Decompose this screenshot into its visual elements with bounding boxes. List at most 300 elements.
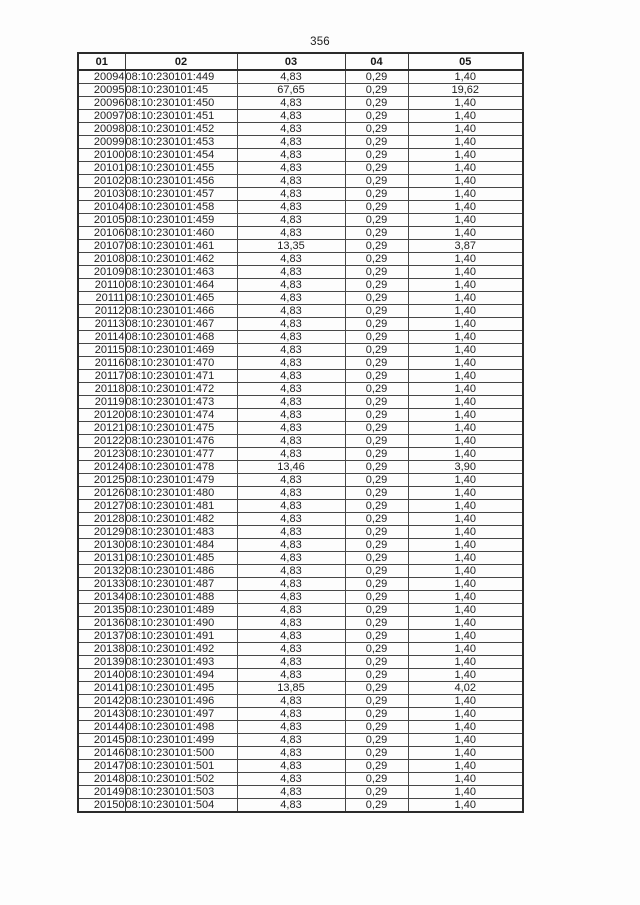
table-cell: 1,40 bbox=[408, 487, 523, 500]
table-cell: 0,29 bbox=[345, 370, 408, 383]
table-cell: 0,29 bbox=[345, 773, 408, 786]
table-cell: 08:10:230101:450 bbox=[125, 97, 237, 110]
table-cell: 1,40 bbox=[408, 370, 523, 383]
table-cell: 4,83 bbox=[237, 656, 345, 669]
table-cell: 20100 bbox=[78, 149, 125, 162]
table-cell: 1,40 bbox=[408, 773, 523, 786]
table-cell: 4,83 bbox=[237, 175, 345, 188]
table-cell: 20130 bbox=[78, 539, 125, 552]
table-row bbox=[78, 747, 523, 760]
table-cell: 1,40 bbox=[408, 786, 523, 799]
table-cell: 13,85 bbox=[237, 682, 345, 695]
table-cell: 08:10:230101:482 bbox=[125, 513, 237, 526]
table-cell: 08:10:230101:479 bbox=[125, 474, 237, 487]
table-cell: 1,40 bbox=[408, 422, 523, 435]
table-cell: 20142 bbox=[78, 695, 125, 708]
table-cell: 1,40 bbox=[408, 513, 523, 526]
table-cell: 3,90 bbox=[408, 461, 523, 474]
table-row bbox=[78, 214, 523, 227]
table-row bbox=[78, 487, 523, 500]
table-cell: 08:10:230101:458 bbox=[125, 201, 237, 214]
table-row bbox=[78, 201, 523, 214]
table-cell: 08:10:230101:449 bbox=[125, 70, 237, 84]
table-row bbox=[78, 162, 523, 175]
table-cell: 1,40 bbox=[408, 526, 523, 539]
table-cell: 0,29 bbox=[345, 331, 408, 344]
table-cell: 20122 bbox=[78, 435, 125, 448]
table-cell: 08:10:230101:456 bbox=[125, 175, 237, 188]
table-cell: 4,83 bbox=[237, 734, 345, 747]
table-cell: 08:10:230101:451 bbox=[125, 110, 237, 123]
table-cell: 08:10:230101:494 bbox=[125, 669, 237, 682]
table-cell: 4,83 bbox=[237, 201, 345, 214]
table-cell: 1,40 bbox=[408, 266, 523, 279]
table-cell: 0,29 bbox=[345, 149, 408, 162]
table-cell: 0,29 bbox=[345, 253, 408, 266]
table-cell: 4,83 bbox=[237, 279, 345, 292]
table-cell: 08:10:230101:490 bbox=[125, 617, 237, 630]
table-cell: 1,40 bbox=[408, 110, 523, 123]
table-row bbox=[78, 70, 523, 84]
table-body bbox=[78, 70, 523, 812]
table-cell: 4,83 bbox=[237, 747, 345, 760]
table-header bbox=[78, 53, 523, 70]
table-cell: 08:10:230101:481 bbox=[125, 500, 237, 513]
table-cell: 4,83 bbox=[237, 760, 345, 773]
table-cell: 4,83 bbox=[237, 552, 345, 565]
table-cell: 1,40 bbox=[408, 656, 523, 669]
table-cell: 20146 bbox=[78, 747, 125, 760]
table-cell: 1,40 bbox=[408, 123, 523, 136]
table-row bbox=[78, 305, 523, 318]
table-cell: 08:10:230101:483 bbox=[125, 526, 237, 539]
table-row bbox=[78, 279, 523, 292]
table-cell: 4,83 bbox=[237, 227, 345, 240]
table-cell: 4,83 bbox=[237, 799, 345, 813]
table-cell: 20121 bbox=[78, 422, 125, 435]
table-cell: 1,40 bbox=[408, 643, 523, 656]
table-row bbox=[78, 734, 523, 747]
table-cell: 20105 bbox=[78, 214, 125, 227]
column-header: 03 bbox=[237, 53, 345, 70]
table-cell: 0,29 bbox=[345, 669, 408, 682]
table-cell: 4,83 bbox=[237, 513, 345, 526]
table-cell: 08:10:230101:489 bbox=[125, 604, 237, 617]
table-cell: 4,83 bbox=[237, 318, 345, 331]
table-cell: 0,29 bbox=[345, 526, 408, 539]
table-row bbox=[78, 175, 523, 188]
column-header: 01 bbox=[78, 53, 125, 70]
table-cell: 1,40 bbox=[408, 70, 523, 84]
table-cell: 0,29 bbox=[345, 162, 408, 175]
table-cell: 0,29 bbox=[345, 682, 408, 695]
table-cell: 08:10:230101:493 bbox=[125, 656, 237, 669]
table-cell: 08:10:230101:486 bbox=[125, 565, 237, 578]
table-cell: 08:10:230101:485 bbox=[125, 552, 237, 565]
table-cell: 4,83 bbox=[237, 500, 345, 513]
table-row bbox=[78, 344, 523, 357]
table-row bbox=[78, 656, 523, 669]
table-cell: 20107 bbox=[78, 240, 125, 253]
table-cell: 08:10:230101:491 bbox=[125, 630, 237, 643]
table-cell: 1,40 bbox=[408, 448, 523, 461]
table-row bbox=[78, 422, 523, 435]
table-cell: 0,29 bbox=[345, 461, 408, 474]
table-cell: 4,83 bbox=[237, 448, 345, 461]
table-cell: 08:10:230101:478 bbox=[125, 461, 237, 474]
table-row bbox=[78, 578, 523, 591]
table-cell: 13,35 bbox=[237, 240, 345, 253]
table-cell: 0,29 bbox=[345, 734, 408, 747]
table-cell: 1,40 bbox=[408, 331, 523, 344]
table-row bbox=[78, 669, 523, 682]
table-cell: 4,83 bbox=[237, 773, 345, 786]
table-cell: 08:10:230101:503 bbox=[125, 786, 237, 799]
table-cell: 20101 bbox=[78, 162, 125, 175]
table-cell: 20141 bbox=[78, 682, 125, 695]
table-row bbox=[78, 136, 523, 149]
table-cell: 20120 bbox=[78, 409, 125, 422]
table-cell: 0,29 bbox=[345, 695, 408, 708]
table-row bbox=[78, 110, 523, 123]
table-cell: 20104 bbox=[78, 201, 125, 214]
table-cell: 08:10:230101:45 bbox=[125, 84, 237, 97]
table-cell: 20133 bbox=[78, 578, 125, 591]
table-row bbox=[78, 760, 523, 773]
table-cell: 1,40 bbox=[408, 799, 523, 813]
table-cell: 20102 bbox=[78, 175, 125, 188]
table-cell: 08:10:230101:477 bbox=[125, 448, 237, 461]
table-cell: 19,62 bbox=[408, 84, 523, 97]
table-cell: 20136 bbox=[78, 617, 125, 630]
table-cell: 0,29 bbox=[345, 188, 408, 201]
table-cell: 4,83 bbox=[237, 396, 345, 409]
table-cell: 4,83 bbox=[237, 292, 345, 305]
table-cell: 08:10:230101:460 bbox=[125, 227, 237, 240]
table-cell: 0,29 bbox=[345, 643, 408, 656]
table-cell: 20127 bbox=[78, 500, 125, 513]
table-cell: 20116 bbox=[78, 357, 125, 370]
table-row bbox=[78, 565, 523, 578]
table-row bbox=[78, 786, 523, 799]
table-row bbox=[78, 331, 523, 344]
table-row bbox=[78, 474, 523, 487]
table-cell: 0,29 bbox=[345, 344, 408, 357]
table-cell: 1,40 bbox=[408, 97, 523, 110]
table-row bbox=[78, 799, 523, 813]
table-cell: 20119 bbox=[78, 396, 125, 409]
table-cell: 1,40 bbox=[408, 188, 523, 201]
table-cell: 3,87 bbox=[408, 240, 523, 253]
table-cell: 1,40 bbox=[408, 721, 523, 734]
table-cell: 1,40 bbox=[408, 747, 523, 760]
table-cell: 20123 bbox=[78, 448, 125, 461]
table-cell: 08:10:230101:471 bbox=[125, 370, 237, 383]
table-cell: 4,83 bbox=[237, 786, 345, 799]
data-table bbox=[77, 52, 524, 813]
table-cell: 08:10:230101:467 bbox=[125, 318, 237, 331]
table-cell: 08:10:230101:500 bbox=[125, 747, 237, 760]
table-cell: 1,40 bbox=[408, 305, 523, 318]
table-row bbox=[78, 552, 523, 565]
table-cell: 4,83 bbox=[237, 162, 345, 175]
table-cell: 0,29 bbox=[345, 292, 408, 305]
table-row bbox=[78, 695, 523, 708]
table-cell: 4,83 bbox=[237, 474, 345, 487]
table-cell: 08:10:230101:457 bbox=[125, 188, 237, 201]
table-cell: 20125 bbox=[78, 474, 125, 487]
table-cell: 0,29 bbox=[345, 565, 408, 578]
table-cell: 1,40 bbox=[408, 292, 523, 305]
table-cell: 20103 bbox=[78, 188, 125, 201]
table-cell: 4,83 bbox=[237, 422, 345, 435]
table-cell: 08:10:230101:501 bbox=[125, 760, 237, 773]
table-cell: 0,29 bbox=[345, 656, 408, 669]
table-cell: 20110 bbox=[78, 279, 125, 292]
table-row bbox=[78, 539, 523, 552]
table-cell: 20140 bbox=[78, 669, 125, 682]
table-cell: 20112 bbox=[78, 305, 125, 318]
table-cell: 1,40 bbox=[408, 383, 523, 396]
table-cell: 08:10:230101:502 bbox=[125, 773, 237, 786]
table-cell: 1,40 bbox=[408, 669, 523, 682]
table-row bbox=[78, 84, 523, 97]
table-cell: 20115 bbox=[78, 344, 125, 357]
table-cell: 4,83 bbox=[237, 188, 345, 201]
table-cell: 4,83 bbox=[237, 526, 345, 539]
table-cell: 0,29 bbox=[345, 799, 408, 813]
table-cell: 0,29 bbox=[345, 279, 408, 292]
table-cell: 08:10:230101:487 bbox=[125, 578, 237, 591]
table-cell: 20099 bbox=[78, 136, 125, 149]
table-row bbox=[78, 97, 523, 110]
table-cell: 20149 bbox=[78, 786, 125, 799]
table-cell: 20128 bbox=[78, 513, 125, 526]
table-cell: 20138 bbox=[78, 643, 125, 656]
table-cell: 08:10:230101:452 bbox=[125, 123, 237, 136]
table-cell: 08:10:230101:461 bbox=[125, 240, 237, 253]
table-cell: 0,29 bbox=[345, 708, 408, 721]
table-cell: 4,83 bbox=[237, 136, 345, 149]
table-cell: 67,65 bbox=[237, 84, 345, 97]
table-cell: 08:10:230101:475 bbox=[125, 422, 237, 435]
table-cell: 20118 bbox=[78, 383, 125, 396]
table-cell: 0,29 bbox=[345, 409, 408, 422]
table-cell: 4,83 bbox=[237, 708, 345, 721]
table-cell: 0,29 bbox=[345, 97, 408, 110]
table-cell: 1,40 bbox=[408, 227, 523, 240]
table-row bbox=[78, 266, 523, 279]
table-cell: 20096 bbox=[78, 97, 125, 110]
table-cell: 0,29 bbox=[345, 136, 408, 149]
table-cell: 1,40 bbox=[408, 760, 523, 773]
table-cell: 20144 bbox=[78, 721, 125, 734]
table-cell: 1,40 bbox=[408, 149, 523, 162]
table-cell: 08:10:230101:495 bbox=[125, 682, 237, 695]
table-cell: 20131 bbox=[78, 552, 125, 565]
table-cell: 0,29 bbox=[345, 84, 408, 97]
table-row bbox=[78, 357, 523, 370]
table-row bbox=[78, 448, 523, 461]
table-cell: 4,83 bbox=[237, 630, 345, 643]
page-number: 356 bbox=[310, 36, 330, 48]
table-cell: 20114 bbox=[78, 331, 125, 344]
header-row bbox=[78, 53, 523, 70]
table-cell: 1,40 bbox=[408, 357, 523, 370]
table-cell: 20117 bbox=[78, 370, 125, 383]
table-cell: 08:10:230101:474 bbox=[125, 409, 237, 422]
table-cell: 08:10:230101:492 bbox=[125, 643, 237, 656]
table-cell: 08:10:230101:484 bbox=[125, 539, 237, 552]
table-row bbox=[78, 188, 523, 201]
table-cell: 08:10:230101:499 bbox=[125, 734, 237, 747]
table-cell: 20143 bbox=[78, 708, 125, 721]
table-cell: 20094 bbox=[78, 70, 125, 84]
table-cell: 20126 bbox=[78, 487, 125, 500]
table-cell: 0,29 bbox=[345, 721, 408, 734]
table-row bbox=[78, 773, 523, 786]
table-cell: 20132 bbox=[78, 565, 125, 578]
table-cell: 0,29 bbox=[345, 175, 408, 188]
table-cell: 0,29 bbox=[345, 786, 408, 799]
table-cell: 08:10:230101:459 bbox=[125, 214, 237, 227]
table-cell: 08:10:230101:498 bbox=[125, 721, 237, 734]
table-cell: 1,40 bbox=[408, 617, 523, 630]
table-row bbox=[78, 461, 523, 474]
table-cell: 20150 bbox=[78, 799, 125, 813]
table-cell: 08:10:230101:469 bbox=[125, 344, 237, 357]
table-cell: 1,40 bbox=[408, 591, 523, 604]
table-cell: 1,40 bbox=[408, 136, 523, 149]
table-cell: 1,40 bbox=[408, 708, 523, 721]
table-row bbox=[78, 240, 523, 253]
table-cell: 0,29 bbox=[345, 422, 408, 435]
table-cell: 4,83 bbox=[237, 669, 345, 682]
table-cell: 1,40 bbox=[408, 214, 523, 227]
table-cell: 0,29 bbox=[345, 487, 408, 500]
table-cell: 08:10:230101:470 bbox=[125, 357, 237, 370]
table-cell: 20106 bbox=[78, 227, 125, 240]
table-cell: 0,29 bbox=[345, 357, 408, 370]
table-row bbox=[78, 500, 523, 513]
table-cell: 4,83 bbox=[237, 695, 345, 708]
table-row bbox=[78, 383, 523, 396]
table-row bbox=[78, 318, 523, 331]
table-cell: 0,29 bbox=[345, 591, 408, 604]
table-cell: 4,83 bbox=[237, 565, 345, 578]
table-cell: 1,40 bbox=[408, 253, 523, 266]
table-cell: 20135 bbox=[78, 604, 125, 617]
table-cell: 4,83 bbox=[237, 331, 345, 344]
table-cell: 0,29 bbox=[345, 110, 408, 123]
table-cell: 1,40 bbox=[408, 695, 523, 708]
table-cell: 20124 bbox=[78, 461, 125, 474]
table-cell: 1,40 bbox=[408, 500, 523, 513]
column-header: 05 bbox=[408, 53, 523, 70]
table-cell: 4,83 bbox=[237, 110, 345, 123]
table-cell: 20113 bbox=[78, 318, 125, 331]
table-cell: 4,83 bbox=[237, 721, 345, 734]
table-cell: 0,29 bbox=[345, 539, 408, 552]
table-row bbox=[78, 604, 523, 617]
table-cell: 20137 bbox=[78, 630, 125, 643]
table-cell: 1,40 bbox=[408, 552, 523, 565]
table-cell: 4,83 bbox=[237, 643, 345, 656]
table-cell: 4,83 bbox=[237, 97, 345, 110]
table-cell: 20111 bbox=[78, 292, 125, 305]
table-cell: 08:10:230101:454 bbox=[125, 149, 237, 162]
table-cell: 4,83 bbox=[237, 604, 345, 617]
table-cell: 20129 bbox=[78, 526, 125, 539]
table-cell: 0,29 bbox=[345, 435, 408, 448]
table-cell: 0,29 bbox=[345, 214, 408, 227]
table-cell: 4,83 bbox=[237, 370, 345, 383]
table-cell: 08:10:230101:462 bbox=[125, 253, 237, 266]
table-row bbox=[78, 708, 523, 721]
table-row bbox=[78, 591, 523, 604]
table-cell: 0,29 bbox=[345, 318, 408, 331]
table-cell: 0,29 bbox=[345, 240, 408, 253]
table-cell: 08:10:230101:472 bbox=[125, 383, 237, 396]
table-cell: 4,83 bbox=[237, 357, 345, 370]
table-cell: 0,29 bbox=[345, 123, 408, 136]
table-cell: 4,83 bbox=[237, 123, 345, 136]
table-cell: 20139 bbox=[78, 656, 125, 669]
table-cell: 20145 bbox=[78, 734, 125, 747]
table-cell: 08:10:230101:476 bbox=[125, 435, 237, 448]
table-cell: 4,83 bbox=[237, 253, 345, 266]
table-row bbox=[78, 513, 523, 526]
table-cell: 4,83 bbox=[237, 539, 345, 552]
table-cell: 20147 bbox=[78, 760, 125, 773]
table-row bbox=[78, 630, 523, 643]
table-cell: 4,83 bbox=[237, 266, 345, 279]
table-cell: 1,40 bbox=[408, 162, 523, 175]
table-cell: 4,83 bbox=[237, 591, 345, 604]
table-cell: 4,83 bbox=[237, 409, 345, 422]
table-cell: 1,40 bbox=[408, 734, 523, 747]
table-row bbox=[78, 643, 523, 656]
table-cell: 0,29 bbox=[345, 396, 408, 409]
table-row bbox=[78, 721, 523, 734]
table-cell: 1,40 bbox=[408, 474, 523, 487]
table-cell: 1,40 bbox=[408, 435, 523, 448]
table-cell: 0,29 bbox=[345, 604, 408, 617]
table-row bbox=[78, 617, 523, 630]
table-cell: 08:10:230101:480 bbox=[125, 487, 237, 500]
table-cell: 0,29 bbox=[345, 474, 408, 487]
table-row bbox=[78, 396, 523, 409]
table-row bbox=[78, 123, 523, 136]
table-cell: 1,40 bbox=[408, 578, 523, 591]
table-row bbox=[78, 149, 523, 162]
table-cell: 08:10:230101:464 bbox=[125, 279, 237, 292]
table-cell: 1,40 bbox=[408, 539, 523, 552]
table-cell: 20134 bbox=[78, 591, 125, 604]
table-cell: 4,83 bbox=[237, 487, 345, 500]
table-row bbox=[78, 409, 523, 422]
table-cell: 0,29 bbox=[345, 448, 408, 461]
table-cell: 08:10:230101:496 bbox=[125, 695, 237, 708]
table-cell: 0,29 bbox=[345, 513, 408, 526]
table-cell: 4,83 bbox=[237, 305, 345, 318]
table-cell: 0,29 bbox=[345, 552, 408, 565]
table-cell: 0,29 bbox=[345, 578, 408, 591]
table-cell: 4,83 bbox=[237, 70, 345, 84]
table-row bbox=[78, 292, 523, 305]
table-cell: 0,29 bbox=[345, 617, 408, 630]
table-cell: 1,40 bbox=[408, 565, 523, 578]
